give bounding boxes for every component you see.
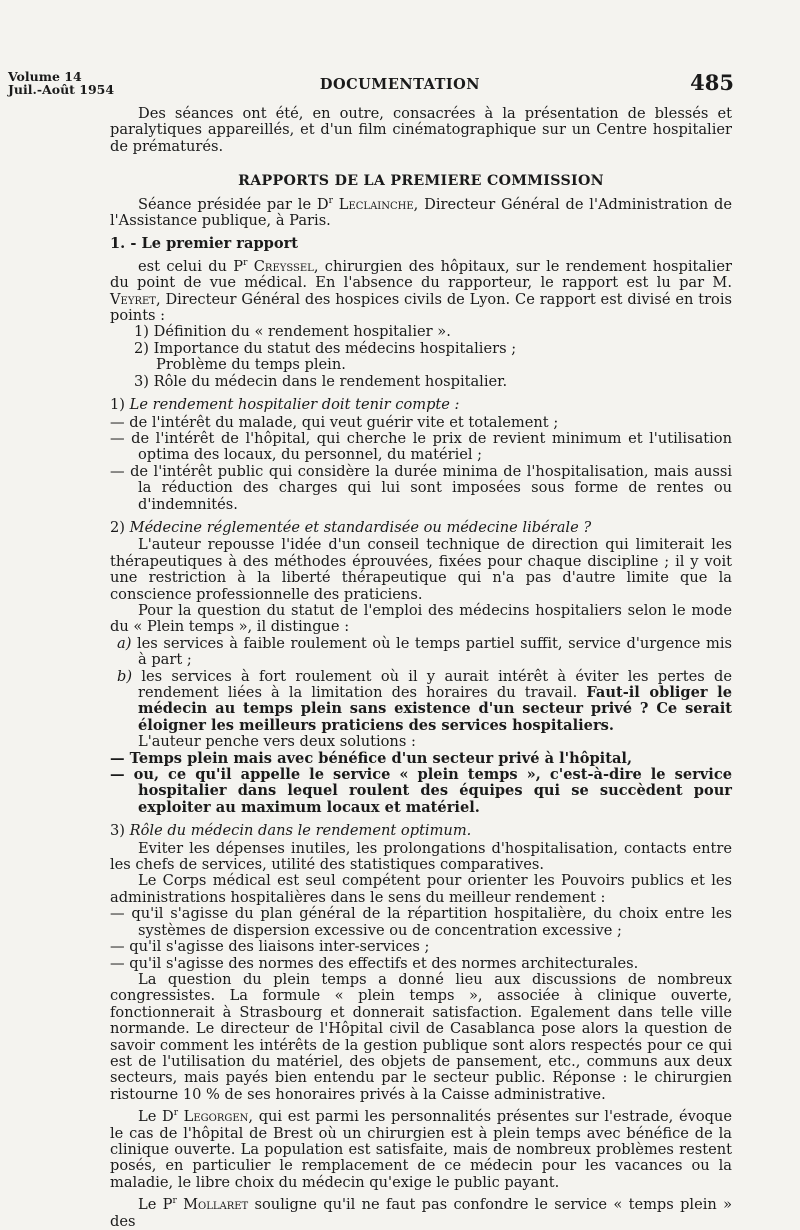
seance-paragraph: Séance présidée par le $D^r$ Leclainche, Directeur Général de l'Administration de l'Assistance publique, à Paris. (110, 195, 733, 230)
paragraph: Le Corps médical est seul compétent pour orienter les Pouvoirs publics et les administrations hospitalières dans le sens du meilleur rendement : (110, 872, 732, 906)
list-item: — Temps plein mais avec bénéfice d'un secteur privé à l'hôpital, (110, 749, 633, 767)
section-title: RAPPORTS DE LA PREMIERE COMMISSION (238, 173, 604, 190)
list-item: — qu'il s'agisse du plan général de la répartition hospitalière, du choix entre les systèmes de dispersion excessive ou de concentration excessive ; (110, 905, 732, 939)
issue-label: Juil.-Août 1954 (8, 82, 115, 97)
page-header (0, 70, 800, 100)
paragraph: Pour la question du statut de l'emploi des médecins hospitaliers selon le mode du « Plein temps », il distingue : (110, 601, 732, 636)
list-item: — de l'intérêt de l'hôpital, qui cherche le prix de revient minimum et l'utilisation optima des locaux, du personnel, du matériel ; (110, 429, 732, 464)
person-name: Creyssel (253, 257, 314, 275)
list-item: — qu'il s'agisse des liaisons inter-services ; (110, 938, 430, 956)
list-item: — ou, ce qu'il appelle le service « plein temps », c'est-à-dire le service hospitalier dans lequel roulent des équipes qui se succèdent pour exploiter au maximum locaux et matériel. (110, 766, 732, 816)
person-name: Veyret (110, 290, 156, 308)
intro-paragraph: Des séances ont été, en outre, consacrées à la présentation de blessés et paralytiques appareillés, et d'un film cinématographique sur un Centre hospitalier de prématurés. (110, 105, 732, 155)
list-item: — de l'intérêt du malade, qui veut guérir vite et totalement ; (110, 413, 559, 431)
subsection-heading: 3) Rôle du médecin dans le rendement optimum. (110, 822, 472, 840)
list-item: b) les services à fort roulement où il y aurait intérêt à éviter les pertes de rendement liées à la limitation des horaires du travail. Faut-il obliger le médecin au temps plein sans existence d'un secteur privé ? Ce serait éloigner les meilleurs praticiens des services hospitaliers. (117, 667, 733, 734)
list-item: 1) Définition du « rendement hospitalier ». (134, 323, 451, 341)
paragraph: La question du plein temps a donné lieu aux discussions de nombreux congressistes. La formule « plein temps », associée à clinique ouverte, fonctionnerait à Strasbourg et donnerait satisfaction. Egalement dans telle ville normande. Le directeur de l'Hôpital civil de Casablanca pose alors la question de savoir comment les intérêts de la gestion publique sont alors respectés pour ce qui est de l'utilisation du matériel, des objets de pansement, etc., communs aux deux secteurs, mais payés bien entendu par le secteur public. Réponse : le chirurgien ristourne 10 % de ses honoraires privés à la Caisse administrative. (110, 970, 732, 1103)
paragraph: Le $P^r$ Mollaret souligne qu'il ne faut pas confondre le service « temps plein » des (110, 1196, 733, 1230)
paragraph: L'auteur repousse l'idée d'un conseil technique de direction qui limiterait les thérapeutiques à des méthodes éprouvées, fixées pour chaque discipline ; il y voit une restriction à la liberté thérapeutique qui n'a pas d'autre limite que la conscience professionnelle des praticiens. (110, 536, 732, 603)
list-item: 2) Importance du statut des médecins hospitaliers ; (134, 339, 517, 357)
list-item: — de l'intérêt public qui considère la durée minima de l'hospitalisation, mais aussi la réduction des charges qui lui sont imposées sous forme de rentes ou d'indemnités. (110, 462, 732, 513)
volume-label: Volume 14 (8, 69, 82, 84)
person-name: Legorgen (183, 1108, 249, 1126)
list-item: 3) Rôle du médecin dans le rendement hospitalier. (134, 372, 508, 390)
points-list (110, 324, 732, 390)
subsection-heading: 1) Le rendement hospitalier doit tenir compte : (110, 396, 460, 414)
subsection-heading: 2) Médecine réglementée et standardisée ou médecine libérale ? (110, 518, 592, 536)
list-item: a) les services à faible roulement où le temps partiel suffit, service d'urgence mis à part ; (117, 634, 732, 669)
person-name: Leclainche (338, 195, 414, 213)
list-item: Problème du temps plein. (156, 356, 346, 374)
page-number: 485 (690, 70, 734, 95)
paragraph: Eviter les dépenses inutiles, les prolongations d'hospitalisation, contacts entre les chefs de services, utilité des statistiques comparatives. (110, 839, 732, 874)
list-item: — qu'il s'agisse des normes des effectifs et des normes architecturales. (110, 954, 639, 972)
page-body (110, 106, 732, 1230)
running-head: DOCUMENTATION (319, 76, 481, 93)
paragraph: L'auteur penche vers deux solutions : (138, 733, 416, 751)
paragraph: Le $D^r$ Legorgen, qui est parmi les personnalités présentes sur l'estrade, évoque le cas de l'hôpital de Brest où un chirurgien est à plein temps avec bénéfice de la clinique ouverte. La population est satisfaite, mais de nombreux problèmes restent posés, en particulier le remplacement de ce médecin pour les vacances ou la maladie, le libre choix du médecin qu'exige le public payant. (110, 1108, 732, 1191)
report-paragraph: est celui du $P^r$ Creyssel, chirurgien des hôpitaux, sur le rendement hospitalier du point de vue médical. En l'absence du rapporteur, le rapport est lu par M. Veyret, Directeur Général des hospices civils de Lyon. Ce rapport est divisé en trois points : (110, 257, 733, 325)
report-heading: 1. - Le premier rapport (110, 235, 299, 253)
person-name: Mollaret (183, 1196, 249, 1214)
